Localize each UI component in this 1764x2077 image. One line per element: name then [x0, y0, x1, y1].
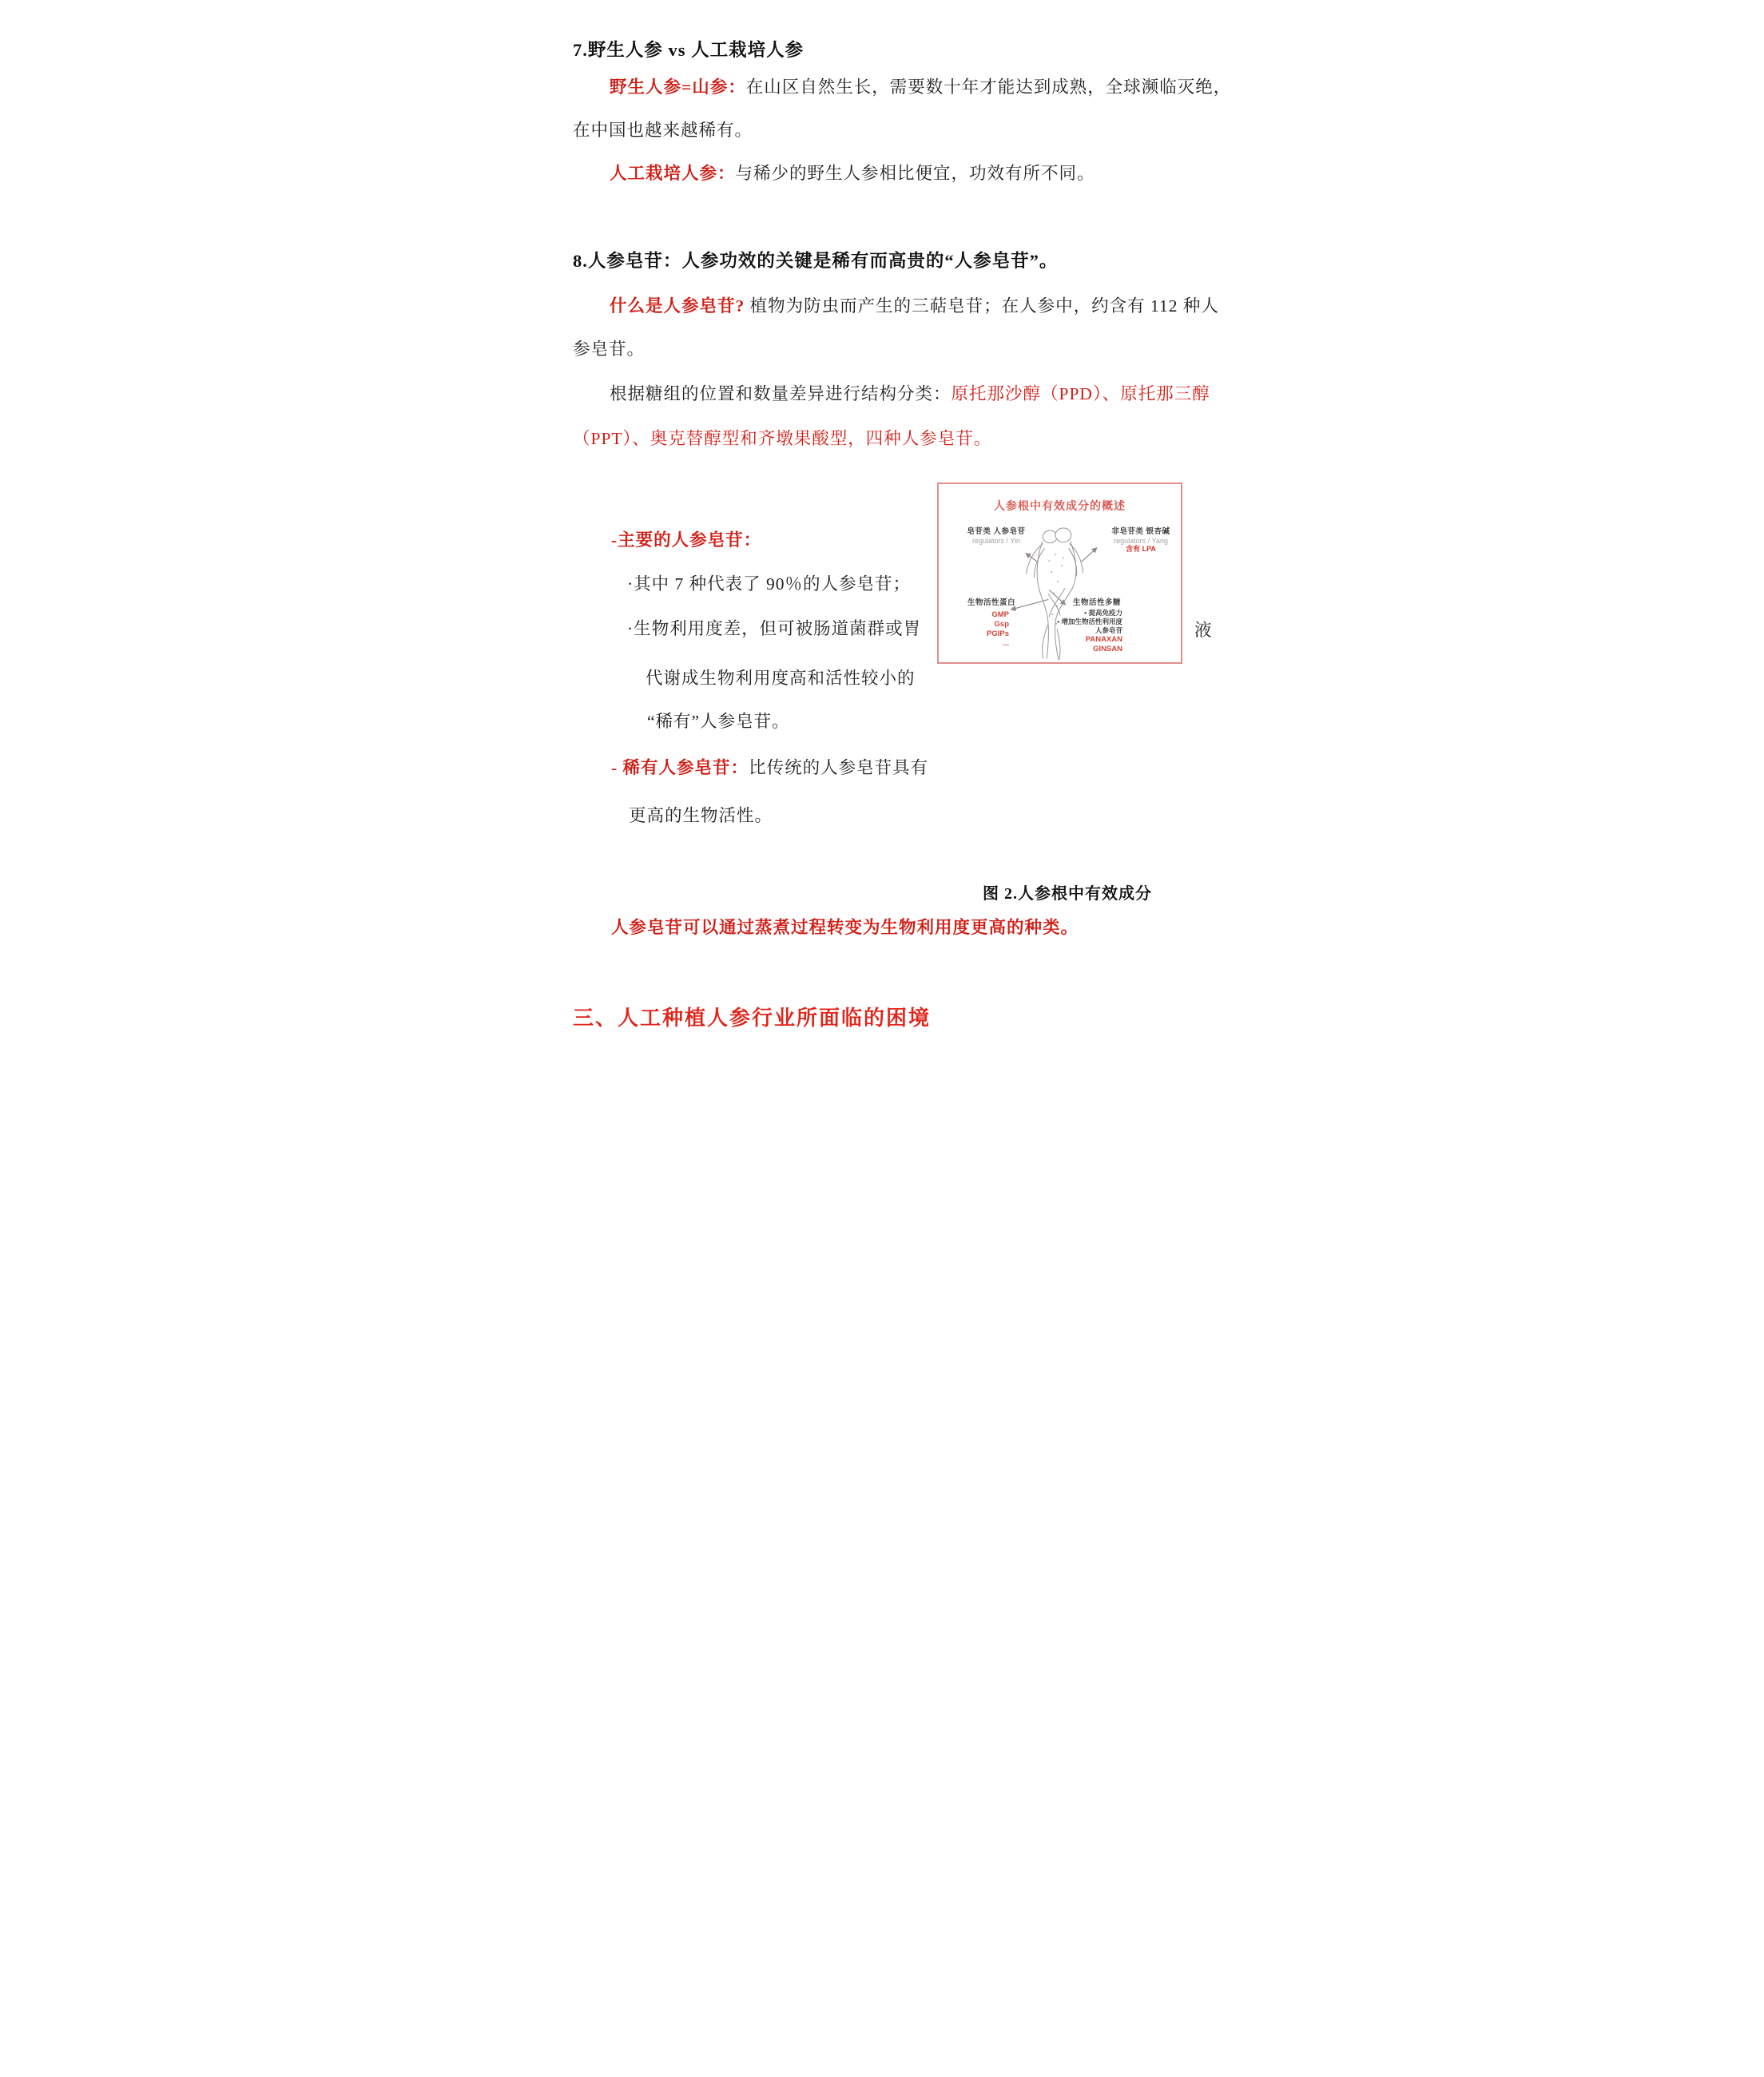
figure-title: 人参根中有效成分的概述	[994, 499, 1126, 512]
classification-line2: （PPT）、奥克替醇型和齐墩果酸型，四种人参皂苷。	[573, 429, 992, 448]
polysaccharide-item: GINSAN	[1093, 645, 1122, 654]
ginsenoside-question-text: 植物为防虫而产生的三萜皂苷；在人参中，约含有 112 种人	[749, 296, 1219, 316]
wild-ginseng-term: 野生人参=山参：	[610, 77, 746, 97]
classification-paragraph	[610, 383, 1210, 406]
bullet-seven-kinds: ·其中 7 种代表了 90％的人参皂苷；	[627, 574, 912, 594]
protein-item: Gsp	[994, 619, 1009, 629]
document-page	[441, 0, 1323, 1038]
steaming-note: 人参皂苷可以通过蒸煮过程转变为生物利用度更高的种类。	[611, 918, 1079, 937]
cultivated-ginseng-term: 人工栽培人参：	[610, 164, 736, 183]
bullet-bioavailability-line3: “稀有”人参皂苷。	[647, 712, 790, 731]
polysaccharide-item: PANAXAN	[1085, 635, 1122, 645]
section7-heading: 7.野生人参 vs 人工栽培人参	[573, 40, 805, 60]
bullet-bioavailability-line2: 代谢成生物利用度高和活性较小的	[646, 669, 916, 688]
nonsaponin-label-sub: regulators / Yang	[1114, 536, 1168, 545]
cultivated-ginseng-text: 与稀少的野生人参相比便宜，功效有所不同。	[735, 164, 1095, 183]
figure-label-saponins	[961, 528, 1031, 545]
classification-red: 原托那沙醇（PPD）、原托那三醇	[951, 384, 1210, 403]
arrow-top-right-icon	[1082, 548, 1098, 562]
figure-2-image	[937, 483, 1182, 664]
polysaccharide-benefit: • 增加生物活性利用度	[1057, 618, 1122, 626]
figure-caption: 图 2.人参根中有效成分	[983, 885, 1152, 903]
figure-polysaccharide-items	[1051, 609, 1122, 654]
ginsenoside-question-line2: 参皂苷。	[573, 340, 646, 359]
polysaccharide-title: 生物活性多糖	[1073, 598, 1122, 607]
figure-bioactive-protein-items	[955, 610, 1009, 649]
wild-ginseng-text: 在山区自然生长，需要数十年才能达到成熟，全球濒临灭绝，	[745, 77, 1232, 97]
protein-item: ...	[1003, 638, 1009, 648]
figure-label-bioactive-proteins	[963, 599, 1020, 608]
rare-ginsenoside-line2: 更高的生物活性。	[629, 806, 773, 825]
protein-item: PGIPs	[987, 629, 1009, 638]
rare-ginsenoside-dash: -	[611, 758, 618, 777]
classification-black: 根据糖组的位置和数量差异进行结构分类：	[610, 384, 952, 403]
section7-paragraph1	[610, 77, 1231, 99]
section7-paragraph1-line2: 在中国也越来越稀有。	[573, 121, 753, 140]
section3-heading: 三、人工种植人参行业所面临的困境	[573, 1007, 932, 1030]
saponin-label-title: 皂苷类 人参皂苷	[967, 527, 1026, 536]
nonsaponin-label-lpa: 含有 LPA	[1126, 545, 1156, 554]
main-ginsenosides-label: -主要的人参皂苷：	[611, 530, 762, 550]
nonsaponin-label-title: 非皂苷类 银杏碱	[1111, 527, 1170, 536]
rare-ginsenoside-paragraph	[611, 757, 928, 780]
rare-ginsenoside-term: 稀有人参皂苷：	[622, 758, 749, 777]
figure-label-polysaccharides	[1073, 599, 1124, 608]
polysaccharide-benefit: • 提高免疫力	[1084, 609, 1122, 617]
bullet-bioavailability: ·生物利用度差，但可被肠道菌群或胃	[627, 619, 922, 638]
protein-item: GMP	[991, 610, 1009, 619]
figure-label-nonsaponins	[1101, 528, 1181, 554]
rare-ginsenoside-text: 比传统的人参皂苷具有	[749, 758, 929, 777]
wrapped-character: 液	[1194, 621, 1212, 640]
ginsenoside-question	[610, 296, 1219, 318]
ginsenoside-question-term: 什么是人参皂苷?	[610, 296, 745, 316]
saponin-label-sub: regulators / Yin	[971, 536, 1021, 545]
bioactive-protein-title: 生物活性蛋白	[967, 598, 1015, 607]
section8-heading: 8.人参皂苷：人参功效的关键是稀有而高贵的“人参皂苷”。	[573, 251, 1059, 271]
polysaccharide-benefit: 人参皂苷	[1095, 626, 1122, 635]
section7-paragraph2	[610, 163, 1095, 185]
